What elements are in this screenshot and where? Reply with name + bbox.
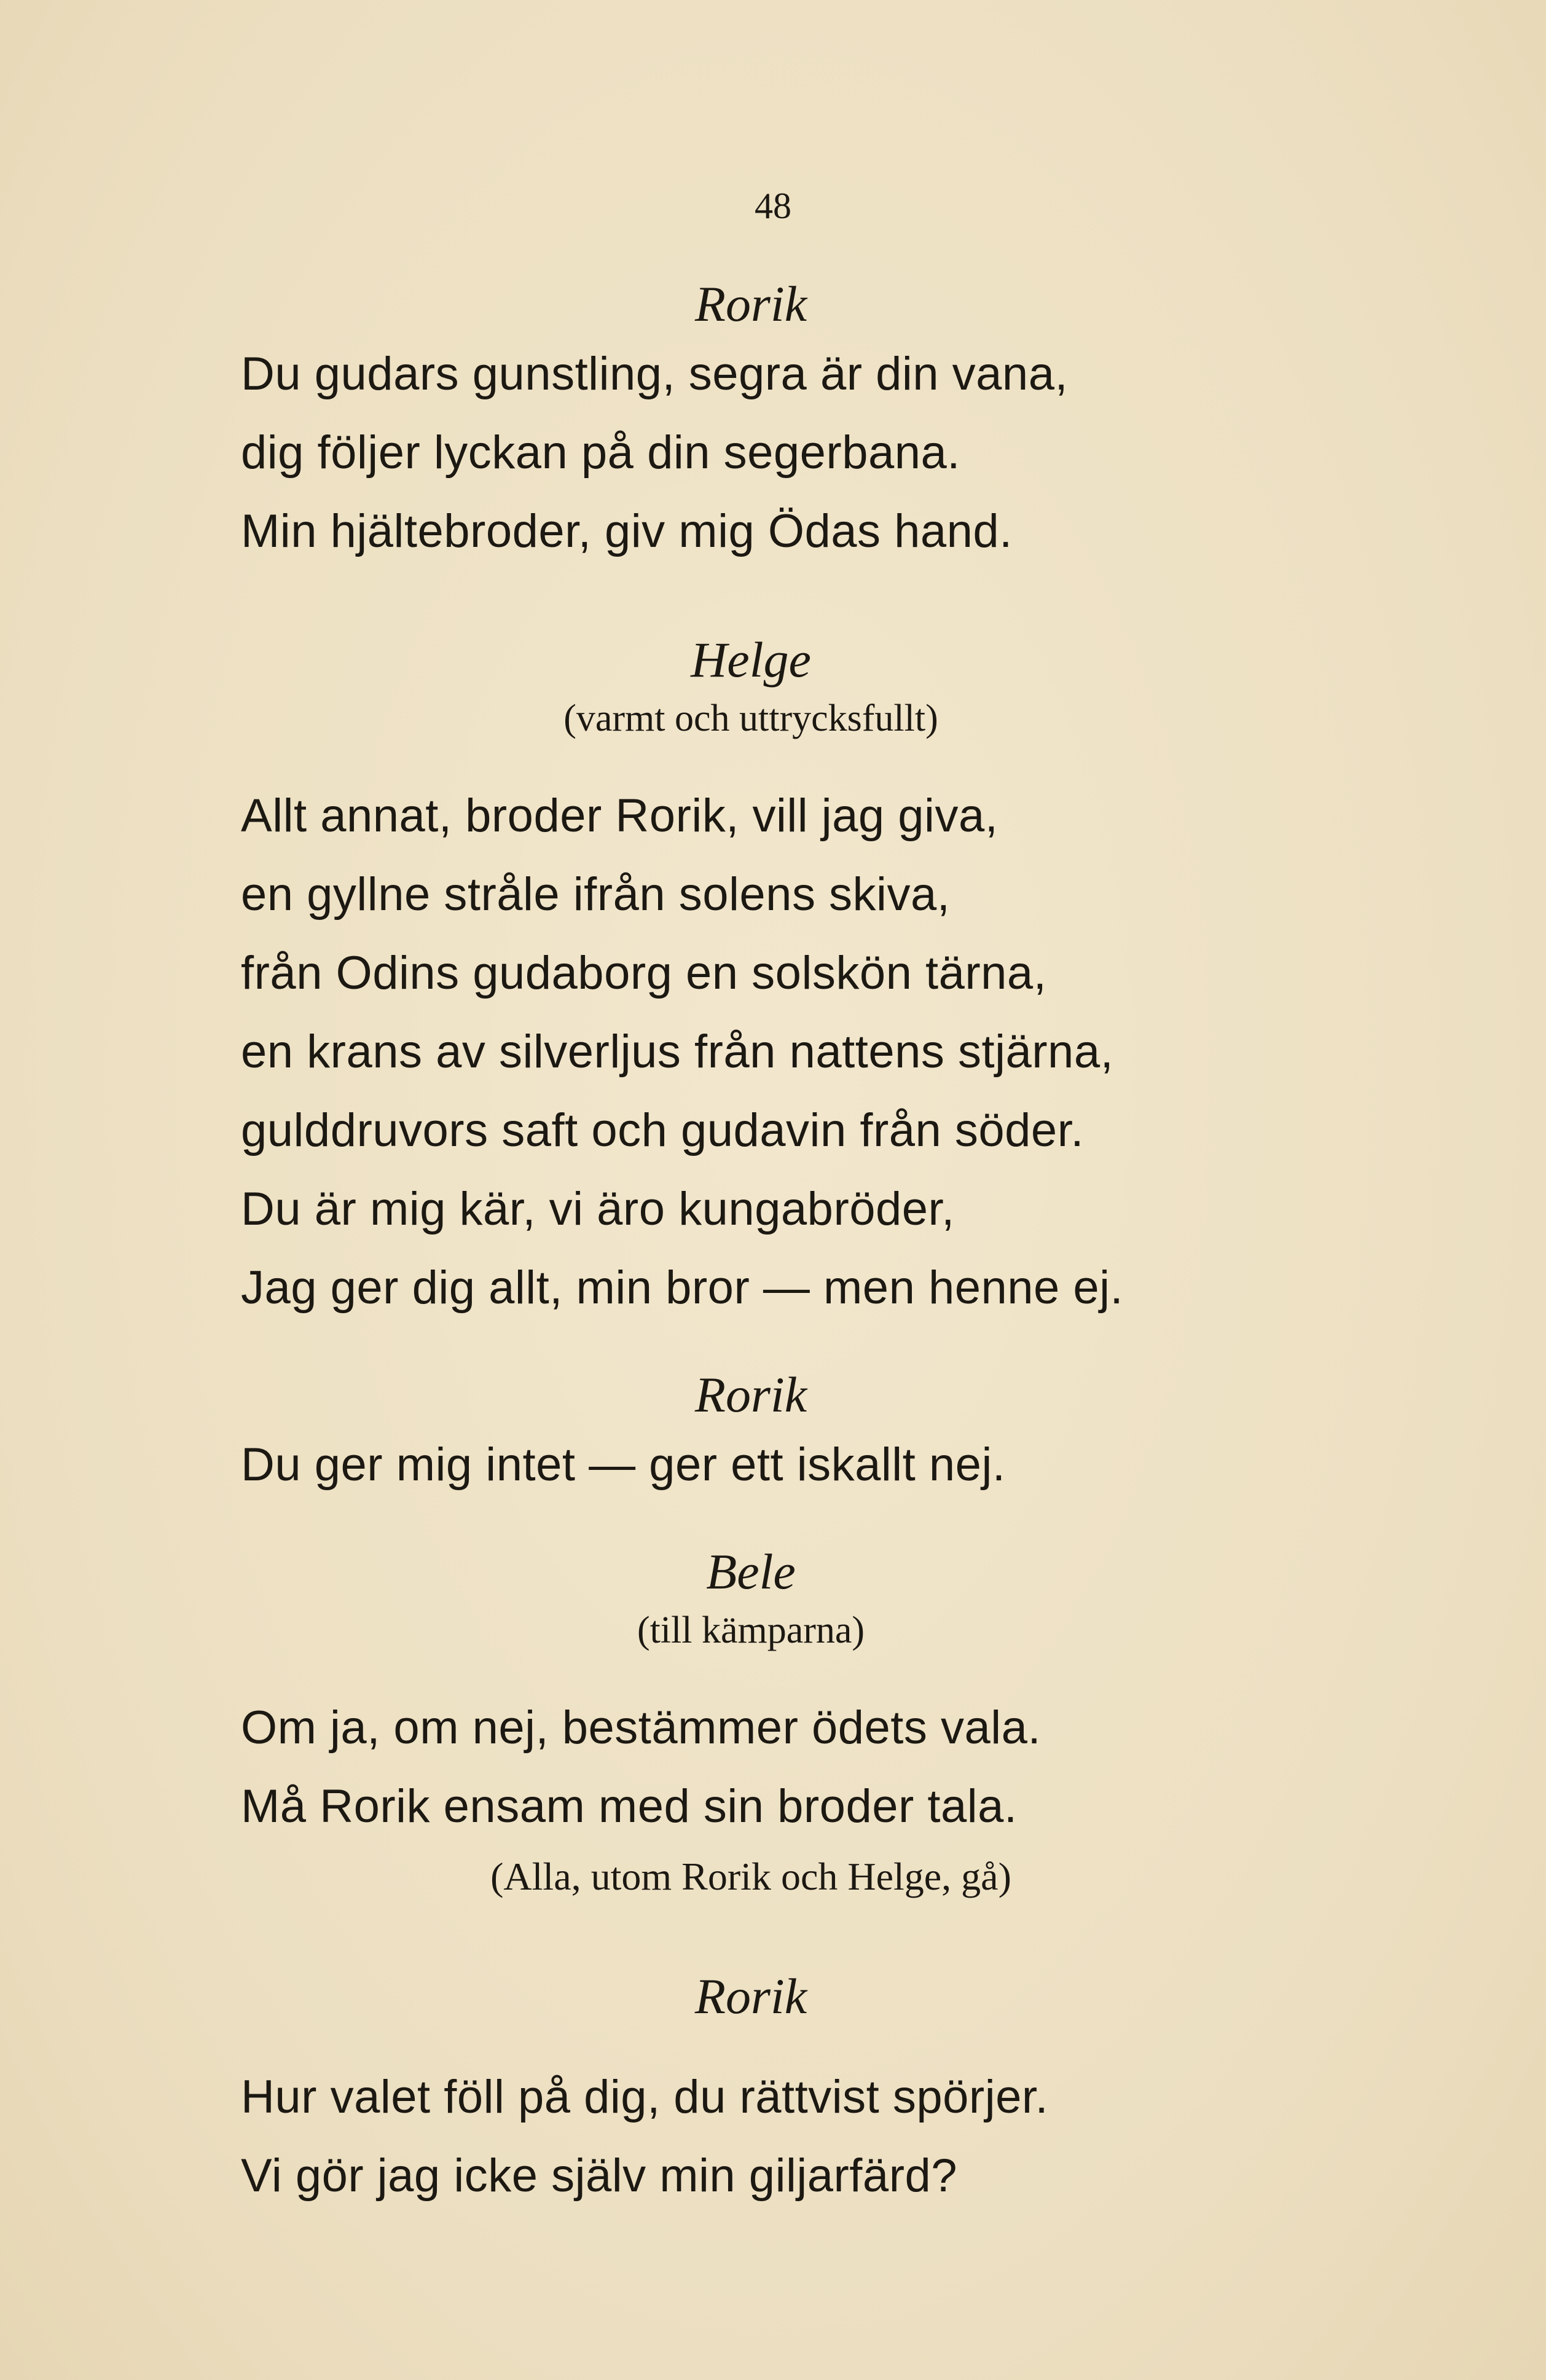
speech-block	[241, 1541, 1322, 1907]
verse-line: Jag ger dig allt, min bror — men henne ej.	[241, 1262, 1124, 1314]
speaker-name: Bele	[706, 1544, 796, 1600]
speaker-name: Rorik	[694, 276, 807, 332]
speech-block	[241, 1966, 1322, 2215]
verse-line: från Odins gudaborg en solskön tärna,	[241, 947, 1047, 999]
verse-line: Hur valet föll på dig, du rättvist spörjer.	[241, 2071, 1049, 2123]
acting-direction: (varmt och uttrycksfullt)	[563, 697, 938, 739]
verse-line: Du är mig kär, vi äro kungabröder,	[241, 1183, 955, 1235]
speaker-name: Rorik	[694, 1367, 807, 1423]
verse-line: en krans av silverljus från nattens stjärna,	[241, 1026, 1114, 1078]
acting-direction: (till kämparna)	[637, 1609, 865, 1651]
verse-line: Du gudars gunstling, segra är din vana,	[241, 348, 1069, 400]
verse-line: Du ger mig intet — ger ett iskallt nej.	[241, 1439, 1006, 1491]
speech-block	[241, 1364, 1322, 1504]
verse-line: dig följer lyckan på din segerbana.	[241, 426, 960, 479]
verse-line: Om ja, om nej, bestämmer ödets vala.	[241, 1702, 1042, 1754]
verse-line: Min hjältebroder, giv mig Ödas hand.	[241, 505, 1013, 557]
verse-line: Må Rorik ensam med sin broder tala.	[241, 1780, 1018, 1832]
speaker-name: Rorik	[694, 1968, 807, 2024]
speech-block	[241, 629, 1322, 1327]
verse-line: Allt annat, broder Rorik, vill jag giva,	[241, 790, 999, 842]
verse-line: Vi gör jag icke själv min giljarfärd?	[241, 2150, 958, 2202]
speech-block	[241, 273, 1322, 571]
page-content	[241, 273, 1322, 2215]
stage-direction: (Alla, utom Rorik och Helge, gå)	[490, 1855, 1011, 1898]
page-number: 48	[755, 186, 791, 226]
verse-line: gulddruvors saft och gudavin från söder.	[241, 1104, 1084, 1157]
speaker-name: Helge	[691, 632, 811, 688]
verse-line: en gyllne stråle ifrån solens skiva,	[241, 868, 951, 921]
